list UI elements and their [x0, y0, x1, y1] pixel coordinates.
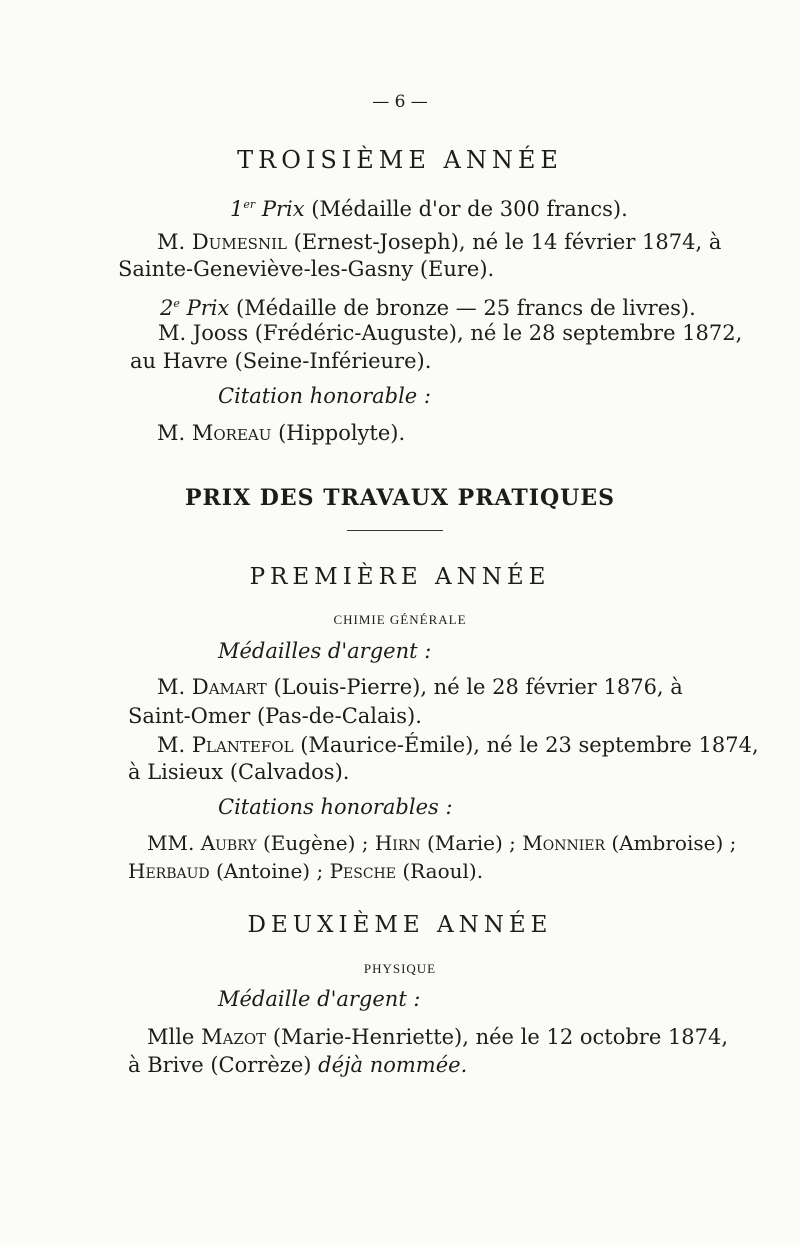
plantefol-prefix: M. — [157, 733, 186, 757]
prix-travaux-pratiques-title: PRIX DES TRAVAUX PRATIQUES — [184, 485, 616, 511]
plantefol-name: Plantefol — [191, 733, 294, 757]
mazot-line-1 — [147, 1023, 728, 1051]
citation-prefix: M. — [157, 421, 186, 445]
citation-rest: (Hippolyte). — [278, 421, 406, 445]
damart-line-2: Saint-Omer (Pas-de-Calais). — [128, 704, 422, 728]
prize-2-sup: e — [173, 297, 180, 310]
mazot-name: Mazot — [201, 1025, 267, 1049]
winner-1-name: Dumesnil — [191, 230, 287, 254]
mazot-place: à Brive (Corrèze) — [128, 1053, 312, 1077]
damart-line-1 — [157, 673, 683, 701]
herbaud-rest: (Antoine) ; — [215, 859, 324, 883]
prize-1-sup: er — [243, 198, 256, 211]
hirn-rest: (Marie) ; — [426, 831, 516, 855]
medaille-argent-label: Médaille d'argent : — [218, 987, 421, 1011]
pesche-rest: (Raoul). — [402, 859, 484, 883]
winner-1-line-2: Sainte-Geneviève-les-Gasny (Eure). — [118, 257, 495, 281]
heading-troisieme-annee: TROISIÈME ANNÉE — [237, 146, 563, 174]
prize-2-num: 2 — [160, 296, 174, 320]
monnier-name: Monnier — [522, 831, 605, 855]
damart-name: Damart — [191, 675, 267, 699]
plantefol-line-1 — [157, 731, 759, 759]
prize-1-num: 1 — [230, 197, 244, 221]
plantefol-line-2: à Lisieux (Calvados). — [128, 760, 350, 784]
medailles-argent-label: Médailles d'argent : — [218, 639, 432, 663]
citations-honorables-label: Citations honorables : — [218, 795, 453, 819]
winner-1-text: (Ernest-Joseph), né le 14 février 1874, à — [293, 230, 722, 254]
subject-chimie-generale: CHIMIE GÉNÉRALE — [333, 612, 467, 627]
prize-2 — [160, 290, 696, 322]
heading-premiere-annee: PREMIÈRE ANNÉE — [249, 564, 551, 590]
monnier-rest: (Ambroise) ; — [611, 831, 737, 855]
mazot-text: (Marie-Henriette), née le 12 octobre 1874, — [272, 1025, 729, 1049]
mazot-line-2 — [128, 1051, 467, 1079]
winner-2-line-2: au Havre (Seine-Inférieure). — [130, 349, 432, 373]
aubry-rest: (Eugène) ; — [262, 831, 369, 855]
citation-honorable-label: Citation honorable : — [218, 384, 431, 408]
citations-line-2 — [128, 857, 483, 885]
pesche-name: Pesche — [329, 859, 396, 883]
heading-deuxieme-annee: DEUXIÈME ANNÉE — [247, 912, 553, 938]
damart-prefix: M. — [157, 675, 186, 699]
section-divider — [347, 530, 443, 531]
citations-line-1 — [147, 829, 736, 857]
damart-text: (Louis-Pierre), né le 28 février 1876, à — [273, 675, 683, 699]
prize-1 — [230, 191, 628, 223]
winner-2-line-1: M. Jooss (Frédéric-Auguste), né le 28 septembre 1872, — [158, 321, 743, 345]
citation-honorable — [157, 419, 405, 447]
winner-1-prefix: M. — [157, 230, 186, 254]
mazot-prefix: Mlle — [147, 1025, 195, 1049]
aubry-name: Aubry — [200, 831, 257, 855]
prize-2-label: Prix — [186, 296, 230, 320]
hirn-name: Hirn — [374, 831, 421, 855]
citations-prefix: MM. — [147, 831, 195, 855]
citation-name: Moreau — [191, 421, 272, 445]
page-number: — 6 — — [372, 92, 428, 112]
prize-1-label: Prix — [261, 197, 305, 221]
prize-2-desc: (Médaille de bronze — 25 francs de livres). — [236, 296, 696, 320]
mazot-deja-nommee: déjà nommée. — [318, 1053, 468, 1077]
prize-1-desc: (Médaille d'or de 300 francs). — [311, 197, 628, 221]
herbaud-name: Herbaud — [128, 859, 210, 883]
winner-1-line-1 — [157, 228, 721, 256]
subject-physique: PHYSIQUE — [363, 961, 437, 976]
plantefol-text: (Maurice-Émile), né le 23 septembre 1874, — [300, 733, 759, 757]
